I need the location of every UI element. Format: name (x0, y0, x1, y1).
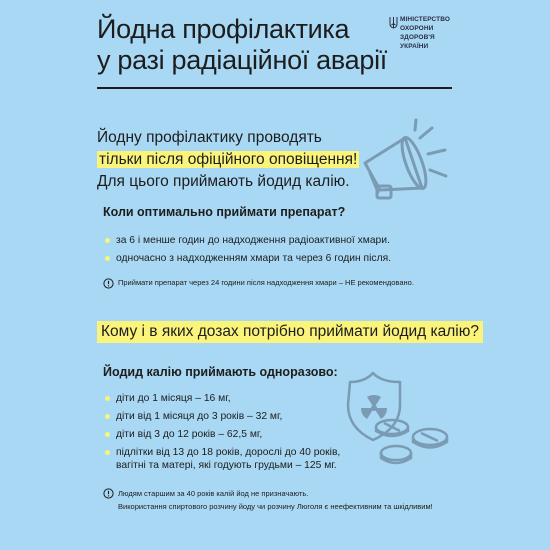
dosage-heading: Йодид калію приймають одноразово: (103, 365, 338, 379)
logo-line-3: ЗДОРОВ'Я (400, 34, 435, 41)
bullet-dot (105, 450, 110, 455)
title-line-1: Йодна профілактика (97, 14, 350, 44)
intro-highlight: тільки після офіційного оповіщення! (99, 151, 358, 168)
bullet-dot (105, 256, 110, 261)
logo-line-4: УКРАЇНИ (400, 43, 429, 50)
dosage-note-line-1: Людям старшим за 40 років калій йод не призначають. (118, 489, 309, 498)
ministry-logo (389, 14, 459, 64)
exclamation-circle-icon (103, 278, 114, 289)
logo-line-1: МІНІСТЕРСТВО (400, 16, 451, 23)
timing-item-1: за 6 і менше годин до надходження радіоактивної хмари. (105, 234, 405, 248)
dosage-item-1: діти до 1 місяця – 16 мг, (105, 392, 355, 406)
timing-note: Приймати препарат через 24 години після надходження хмари – НЕ рекомендовано. (103, 278, 463, 292)
timing-heading: Коли оптимально приймати препарат? (103, 205, 346, 219)
trident-icon (389, 16, 398, 29)
megaphone-icon (350, 118, 450, 218)
intro-line-1: Йодну профілактику проводять (97, 129, 322, 146)
logo-line-2: ОХОРОНИ (400, 25, 434, 32)
pills-icon (370, 415, 455, 470)
dosage-item-3: діти від 3 до 12 років – 62,5 мг, (105, 428, 355, 442)
bullet-dot (105, 238, 110, 243)
title-line-2: у разі радіаційної аварії (97, 45, 387, 75)
dosage-note (103, 487, 463, 515)
intro-line-3: Для цього приймають йодид калію. (97, 173, 350, 190)
bullet-dot (105, 414, 110, 419)
title-divider (97, 87, 452, 89)
timing-item-2: одночасно з надходженням хмари та через 6 годин після. (105, 252, 405, 266)
bullet-dot (105, 432, 110, 437)
dosage-item-2: діти від 1 місяця до 3 років – 32 мг, (105, 410, 355, 424)
page-title (97, 14, 387, 76)
bullet-dot (105, 396, 110, 401)
dosage-item-4: підлітки від 13 до 18 років, дорослі до 40 років, вагітні та матері, які годують грудьми – 125 мг. (105, 446, 355, 474)
dosage-note-line-2: Використання спиртового розчину йоду чи розчину Люголя є неефективним та шкідливим! (118, 502, 433, 511)
dosage-question: Кому і в яких дозах потрібно приймати йодид калію? (97, 321, 483, 343)
exclamation-circle-icon (103, 488, 114, 499)
logo-text (400, 15, 450, 51)
